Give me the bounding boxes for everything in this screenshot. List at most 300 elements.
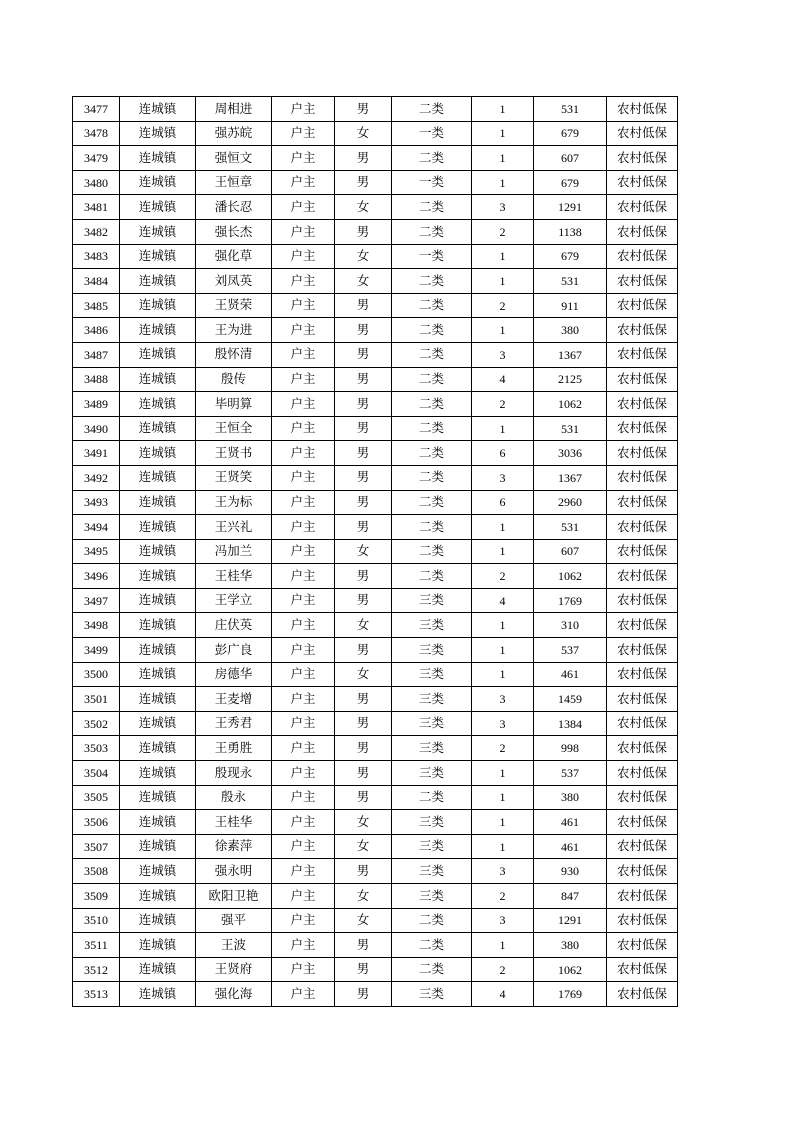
program-cell: 农村低保 (607, 539, 678, 564)
household-size-cell: 1 (472, 662, 534, 687)
town-cell: 连城镇 (120, 613, 196, 638)
name-cell: 周相进 (196, 97, 272, 122)
serial-cell: 3483 (73, 244, 120, 269)
town-cell: 连城镇 (120, 318, 196, 343)
table-row (73, 490, 678, 515)
category-cell: 一类 (392, 121, 472, 146)
category-cell: 二类 (392, 785, 472, 810)
gender-cell: 男 (335, 293, 392, 318)
gender-cell: 男 (335, 638, 392, 663)
category-cell: 二类 (392, 146, 472, 171)
category-cell: 二类 (392, 195, 472, 220)
serial-cell: 3489 (73, 392, 120, 417)
serial-cell: 3511 (73, 933, 120, 958)
serial-cell: 3481 (73, 195, 120, 220)
program-cell: 农村低保 (607, 638, 678, 663)
program-cell: 农村低保 (607, 859, 678, 884)
name-cell: 王波 (196, 933, 272, 958)
table-row (73, 761, 678, 786)
relation-cell: 户主 (272, 539, 335, 564)
name-cell: 殷怀清 (196, 342, 272, 367)
name-cell: 王恒章 (196, 170, 272, 195)
name-cell: 强永明 (196, 859, 272, 884)
gender-cell: 女 (335, 244, 392, 269)
gender-cell: 男 (335, 219, 392, 244)
name-cell: 王贤府 (196, 957, 272, 982)
name-cell: 彭广良 (196, 638, 272, 663)
gender-cell: 女 (335, 834, 392, 859)
town-cell: 连城镇 (120, 490, 196, 515)
category-cell: 三类 (392, 982, 472, 1007)
table-row (73, 933, 678, 958)
name-cell: 王兴礼 (196, 515, 272, 540)
program-cell: 农村低保 (607, 146, 678, 171)
relation-cell: 户主 (272, 933, 335, 958)
amount-cell: 1291 (534, 908, 607, 933)
serial-cell: 3512 (73, 957, 120, 982)
relation-cell: 户主 (272, 97, 335, 122)
household-size-cell: 1 (472, 933, 534, 958)
category-cell: 三类 (392, 810, 472, 835)
relation-cell: 户主 (272, 761, 335, 786)
town-cell: 连城镇 (120, 121, 196, 146)
household-size-cell: 4 (472, 367, 534, 392)
table-row (73, 884, 678, 909)
amount-cell: 2960 (534, 490, 607, 515)
serial-cell: 3479 (73, 146, 120, 171)
name-cell: 王贤书 (196, 441, 272, 466)
household-size-cell: 3 (472, 859, 534, 884)
household-size-cell: 1 (472, 269, 534, 294)
household-size-cell: 4 (472, 588, 534, 613)
town-cell: 连城镇 (120, 367, 196, 392)
name-cell: 毕明算 (196, 392, 272, 417)
name-cell: 潘长忍 (196, 195, 272, 220)
table-row (73, 269, 678, 294)
household-size-cell: 1 (472, 244, 534, 269)
category-cell: 二类 (392, 515, 472, 540)
serial-cell: 3500 (73, 662, 120, 687)
town-cell: 连城镇 (120, 859, 196, 884)
town-cell: 连城镇 (120, 342, 196, 367)
town-cell: 连城镇 (120, 736, 196, 761)
table-row (73, 318, 678, 343)
table-row (73, 564, 678, 589)
program-cell: 农村低保 (607, 588, 678, 613)
table-row (73, 588, 678, 613)
amount-cell: 537 (534, 761, 607, 786)
category-cell: 一类 (392, 170, 472, 195)
household-size-cell: 2 (472, 736, 534, 761)
table-body (73, 97, 678, 1007)
gender-cell: 男 (335, 342, 392, 367)
table-row (73, 293, 678, 318)
relation-cell: 户主 (272, 785, 335, 810)
table-row (73, 465, 678, 490)
table-row (73, 367, 678, 392)
name-cell: 强恒文 (196, 146, 272, 171)
amount-cell: 1367 (534, 342, 607, 367)
relation-cell: 户主 (272, 244, 335, 269)
relation-cell: 户主 (272, 957, 335, 982)
gender-cell: 男 (335, 736, 392, 761)
town-cell: 连城镇 (120, 957, 196, 982)
household-size-cell: 1 (472, 416, 534, 441)
gender-cell: 男 (335, 318, 392, 343)
household-size-cell: 1 (472, 318, 534, 343)
serial-cell: 3491 (73, 441, 120, 466)
program-cell: 农村低保 (607, 810, 678, 835)
name-cell: 殷传 (196, 367, 272, 392)
table-row (73, 662, 678, 687)
program-cell: 农村低保 (607, 170, 678, 195)
category-cell: 二类 (392, 342, 472, 367)
name-cell: 王学立 (196, 588, 272, 613)
program-cell: 农村低保 (607, 490, 678, 515)
name-cell: 强化草 (196, 244, 272, 269)
town-cell: 连城镇 (120, 269, 196, 294)
serial-cell: 3478 (73, 121, 120, 146)
household-size-cell: 2 (472, 293, 534, 318)
town-cell: 连城镇 (120, 170, 196, 195)
program-cell: 农村低保 (607, 318, 678, 343)
amount-cell: 679 (534, 121, 607, 146)
name-cell: 强长杰 (196, 219, 272, 244)
relation-cell: 户主 (272, 687, 335, 712)
gender-cell: 女 (335, 613, 392, 638)
amount-cell: 1384 (534, 711, 607, 736)
relation-cell: 户主 (272, 146, 335, 171)
town-cell: 连城镇 (120, 982, 196, 1007)
name-cell: 刘凤英 (196, 269, 272, 294)
table-row (73, 834, 678, 859)
household-size-cell: 2 (472, 564, 534, 589)
category-cell: 三类 (392, 761, 472, 786)
name-cell: 房德华 (196, 662, 272, 687)
category-cell: 二类 (392, 269, 472, 294)
relation-cell: 户主 (272, 392, 335, 417)
amount-cell: 1138 (534, 219, 607, 244)
name-cell: 王为标 (196, 490, 272, 515)
program-cell: 农村低保 (607, 121, 678, 146)
serial-cell: 3503 (73, 736, 120, 761)
name-cell: 庄伏英 (196, 613, 272, 638)
table-row (73, 170, 678, 195)
amount-cell: 531 (534, 416, 607, 441)
program-cell: 农村低保 (607, 392, 678, 417)
relation-cell: 户主 (272, 736, 335, 761)
town-cell: 连城镇 (120, 687, 196, 712)
program-cell: 农村低保 (607, 957, 678, 982)
town-cell: 连城镇 (120, 441, 196, 466)
town-cell: 连城镇 (120, 515, 196, 540)
amount-cell: 911 (534, 293, 607, 318)
gender-cell: 男 (335, 564, 392, 589)
name-cell: 王恒全 (196, 416, 272, 441)
category-cell: 二类 (392, 908, 472, 933)
gender-cell: 男 (335, 687, 392, 712)
table-row (73, 736, 678, 761)
gender-cell: 女 (335, 908, 392, 933)
amount-cell: 1367 (534, 465, 607, 490)
serial-cell: 3492 (73, 465, 120, 490)
serial-cell: 3494 (73, 515, 120, 540)
program-cell: 农村低保 (607, 342, 678, 367)
relation-cell: 户主 (272, 219, 335, 244)
town-cell: 连城镇 (120, 761, 196, 786)
category-cell: 三类 (392, 687, 472, 712)
table-row (73, 121, 678, 146)
relation-cell: 户主 (272, 269, 335, 294)
table-row (73, 638, 678, 663)
table-row (73, 982, 678, 1007)
town-cell: 连城镇 (120, 638, 196, 663)
serial-cell: 3484 (73, 269, 120, 294)
amount-cell: 607 (534, 146, 607, 171)
category-cell: 三类 (392, 662, 472, 687)
program-cell: 农村低保 (607, 244, 678, 269)
name-cell: 王麦增 (196, 687, 272, 712)
table-row (73, 195, 678, 220)
category-cell: 二类 (392, 416, 472, 441)
serial-cell: 3477 (73, 97, 120, 122)
household-size-cell: 3 (472, 195, 534, 220)
amount-cell: 679 (534, 170, 607, 195)
town-cell: 连城镇 (120, 662, 196, 687)
serial-cell: 3487 (73, 342, 120, 367)
serial-cell: 3501 (73, 687, 120, 712)
name-cell: 王秀君 (196, 711, 272, 736)
relation-cell: 户主 (272, 490, 335, 515)
town-cell: 连城镇 (120, 416, 196, 441)
town-cell: 连城镇 (120, 588, 196, 613)
gender-cell: 女 (335, 662, 392, 687)
amount-cell: 1459 (534, 687, 607, 712)
amount-cell: 930 (534, 859, 607, 884)
program-cell: 农村低保 (607, 736, 678, 761)
program-cell: 农村低保 (607, 761, 678, 786)
program-cell: 农村低保 (607, 613, 678, 638)
household-size-cell: 4 (472, 982, 534, 1007)
program-cell: 农村低保 (607, 416, 678, 441)
town-cell: 连城镇 (120, 392, 196, 417)
amount-cell: 679 (534, 244, 607, 269)
town-cell: 连城镇 (120, 539, 196, 564)
program-cell: 农村低保 (607, 711, 678, 736)
table-row (73, 908, 678, 933)
category-cell: 二类 (392, 367, 472, 392)
relation-cell: 户主 (272, 711, 335, 736)
amount-cell: 1291 (534, 195, 607, 220)
town-cell: 连城镇 (120, 908, 196, 933)
town-cell: 连城镇 (120, 810, 196, 835)
household-size-cell: 1 (472, 121, 534, 146)
serial-cell: 3499 (73, 638, 120, 663)
program-cell: 农村低保 (607, 884, 678, 909)
gender-cell: 男 (335, 982, 392, 1007)
town-cell: 连城镇 (120, 933, 196, 958)
relation-cell: 户主 (272, 662, 335, 687)
program-cell: 农村低保 (607, 834, 678, 859)
gender-cell: 男 (335, 416, 392, 441)
relation-cell: 户主 (272, 588, 335, 613)
gender-cell: 男 (335, 367, 392, 392)
gender-cell: 男 (335, 761, 392, 786)
category-cell: 三类 (392, 736, 472, 761)
serial-cell: 3490 (73, 416, 120, 441)
town-cell: 连城镇 (120, 244, 196, 269)
serial-cell: 3508 (73, 859, 120, 884)
program-cell: 农村低保 (607, 269, 678, 294)
serial-cell: 3488 (73, 367, 120, 392)
program-cell: 农村低保 (607, 465, 678, 490)
name-cell: 王为进 (196, 318, 272, 343)
table-row (73, 810, 678, 835)
category-cell: 二类 (392, 219, 472, 244)
household-size-cell: 1 (472, 515, 534, 540)
gender-cell: 男 (335, 933, 392, 958)
relation-cell: 户主 (272, 834, 335, 859)
town-cell: 连城镇 (120, 97, 196, 122)
name-cell: 王贤荣 (196, 293, 272, 318)
relation-cell: 户主 (272, 859, 335, 884)
program-cell: 农村低保 (607, 662, 678, 687)
town-cell: 连城镇 (120, 219, 196, 244)
relation-cell: 户主 (272, 515, 335, 540)
household-size-cell: 3 (472, 687, 534, 712)
town-cell: 连城镇 (120, 195, 196, 220)
town-cell: 连城镇 (120, 884, 196, 909)
category-cell: 二类 (392, 465, 472, 490)
relation-cell: 户主 (272, 564, 335, 589)
relation-cell: 户主 (272, 342, 335, 367)
amount-cell: 461 (534, 834, 607, 859)
amount-cell: 847 (534, 884, 607, 909)
amount-cell: 310 (534, 613, 607, 638)
serial-cell: 3507 (73, 834, 120, 859)
category-cell: 三类 (392, 834, 472, 859)
program-cell: 农村低保 (607, 441, 678, 466)
relation-cell: 户主 (272, 465, 335, 490)
household-size-cell: 1 (472, 761, 534, 786)
category-cell: 三类 (392, 638, 472, 663)
household-size-cell: 1 (472, 810, 534, 835)
amount-cell: 537 (534, 638, 607, 663)
relation-cell: 户主 (272, 416, 335, 441)
serial-cell: 3498 (73, 613, 120, 638)
program-cell: 农村低保 (607, 564, 678, 589)
gender-cell: 女 (335, 121, 392, 146)
name-cell: 王桂华 (196, 810, 272, 835)
amount-cell: 3036 (534, 441, 607, 466)
name-cell: 徐素萍 (196, 834, 272, 859)
household-size-cell: 3 (472, 711, 534, 736)
program-cell: 农村低保 (607, 982, 678, 1007)
program-cell: 农村低保 (607, 97, 678, 122)
serial-cell: 3510 (73, 908, 120, 933)
relation-cell: 户主 (272, 613, 335, 638)
gender-cell: 男 (335, 146, 392, 171)
name-cell: 王桂华 (196, 564, 272, 589)
relation-cell: 户主 (272, 810, 335, 835)
relation-cell: 户主 (272, 195, 335, 220)
relation-cell: 户主 (272, 367, 335, 392)
gender-cell: 男 (335, 588, 392, 613)
table-row (73, 785, 678, 810)
household-size-cell: 3 (472, 465, 534, 490)
amount-cell: 1062 (534, 564, 607, 589)
program-cell: 农村低保 (607, 933, 678, 958)
household-size-cell: 1 (472, 834, 534, 859)
household-size-cell: 2 (472, 392, 534, 417)
gender-cell: 女 (335, 539, 392, 564)
category-cell: 二类 (392, 933, 472, 958)
program-cell: 农村低保 (607, 785, 678, 810)
table-row (73, 613, 678, 638)
household-size-cell: 6 (472, 490, 534, 515)
town-cell: 连城镇 (120, 465, 196, 490)
gender-cell: 男 (335, 859, 392, 884)
program-cell: 农村低保 (607, 515, 678, 540)
amount-cell: 2125 (534, 367, 607, 392)
table-row (73, 711, 678, 736)
table-row (73, 392, 678, 417)
relation-cell: 户主 (272, 884, 335, 909)
serial-cell: 3482 (73, 219, 120, 244)
amount-cell: 461 (534, 810, 607, 835)
category-cell: 一类 (392, 244, 472, 269)
household-size-cell: 2 (472, 884, 534, 909)
relation-cell: 户主 (272, 638, 335, 663)
name-cell: 殷永 (196, 785, 272, 810)
serial-cell: 3493 (73, 490, 120, 515)
household-size-cell: 2 (472, 219, 534, 244)
town-cell: 连城镇 (120, 785, 196, 810)
table-row (73, 957, 678, 982)
relation-cell: 户主 (272, 170, 335, 195)
household-size-cell: 1 (472, 613, 534, 638)
category-cell: 二类 (392, 318, 472, 343)
town-cell: 连城镇 (120, 834, 196, 859)
gender-cell: 男 (335, 465, 392, 490)
amount-cell: 1769 (534, 982, 607, 1007)
serial-cell: 3495 (73, 539, 120, 564)
gender-cell: 男 (335, 170, 392, 195)
town-cell: 连城镇 (120, 146, 196, 171)
gender-cell: 女 (335, 884, 392, 909)
program-cell: 农村低保 (607, 293, 678, 318)
table-row (73, 97, 678, 122)
gender-cell: 女 (335, 810, 392, 835)
program-cell: 农村低保 (607, 367, 678, 392)
category-cell: 二类 (392, 490, 472, 515)
household-size-cell: 3 (472, 342, 534, 367)
amount-cell: 1062 (534, 392, 607, 417)
gender-cell: 男 (335, 785, 392, 810)
household-size-cell: 3 (472, 908, 534, 933)
household-size-cell: 1 (472, 785, 534, 810)
relation-cell: 户主 (272, 982, 335, 1007)
household-size-cell: 6 (472, 441, 534, 466)
table-row (73, 687, 678, 712)
table-row (73, 219, 678, 244)
household-size-cell: 1 (472, 97, 534, 122)
household-size-cell: 1 (472, 539, 534, 564)
category-cell: 三类 (392, 613, 472, 638)
household-size-cell: 1 (472, 170, 534, 195)
amount-cell: 998 (534, 736, 607, 761)
program-cell: 农村低保 (607, 687, 678, 712)
